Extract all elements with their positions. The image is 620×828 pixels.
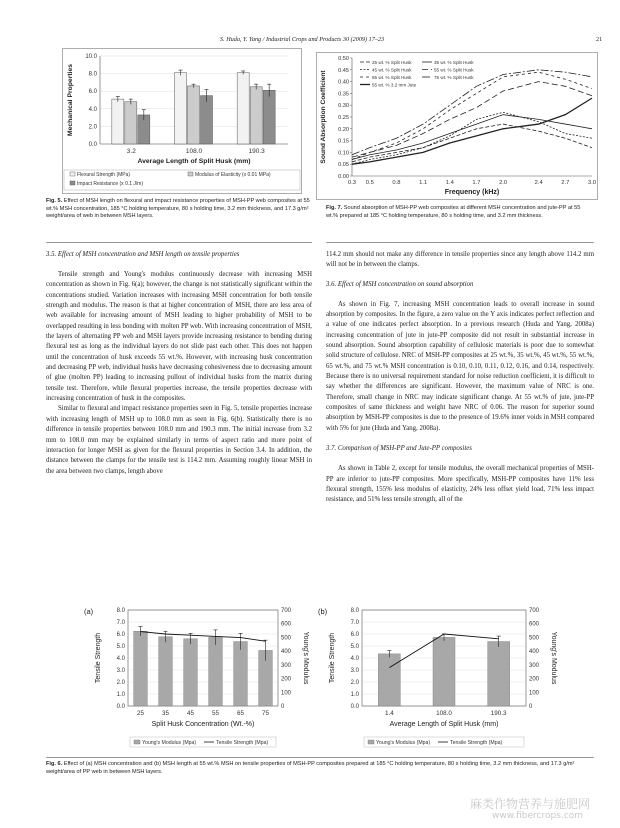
fig5-y-tick-label: 4.0 — [88, 106, 97, 113]
fig6a-x-tick-label: 55 — [211, 710, 220, 717]
fig6a-bar — [209, 637, 223, 706]
fig5-bar — [125, 102, 137, 144]
fig6b-x-axis-label: Average Length of Split Husk (mm) — [389, 721, 499, 728]
fig7-x-tick-label: 1.4 — [445, 180, 454, 186]
fig6a-x-tick-label: 45 — [186, 710, 195, 717]
fig7-y-tick-label: 0.05 — [338, 162, 349, 169]
section-3-5-paragraph-2: Similar to flexural and impact resistance properties seen in Fig. 5, tensile properties increase with increasing length of MSH up to 108.0 mm as seen in Fig. 6(b). Statistically there is no difference in tensile properties between 108.0 mm and 190.3 mm. The initial increase from 3.2 mm to 108.0 mm may be explained similarly in terms of aspect ratio and more point of interaction for longer MSH as given for the flexural properties in Section 3.4. In addition, the distance between the clamps for the tensile test is 114.2 mm. Assuming roughly linear MSH in the area between two clamps, length above — [46, 405, 312, 475]
fig6b-y2-tick-label: 600 — [529, 621, 540, 628]
fig6b-y-tick-label: 0.0 — [350, 704, 359, 710]
section-3-5-paragraph-1: Tensile strength and Young's modulus continuously decrease with increasing MSH concentration as shown in Fig. 6(a); however, the change is not statistically significant within the concentrations studied. Variation increases with increasing MSH concentration for both tensile strength and modulus. The reason is that at higher concentration of MSH, there are less area of web available for increasing amount of MSH leading to higher probability of MSH to be overlapped resulting in less bonding with molten PP web. With increasing concentration of MSH, the layers of alternating PP web and MSH layers provide increasing resistance to bending during flexural test as long as the individual layers do not slide past each other. This does not happen until the concentration of husk exceeds 55 wt.%. However, with increasing husk concentration and decreasing PP web, individual husks have decreasing cohesiveness due to decreasing amount of glue (molten PP) leading to increasing pullout of individual husks from the matrix during tensile test. Therefore, while flexural properties increase, the tensile properties decrease with increasing concentration of husk in the composites. — [46, 271, 312, 403]
fig5-y-tick-label: 2.0 — [88, 124, 97, 131]
fig6b-y2-tick-label: 400 — [529, 649, 540, 656]
left-column — [46, 250, 312, 477]
fig6a-x-tick-label: 25 — [136, 710, 145, 717]
fig5-legend-swatch — [70, 172, 75, 176]
fig6a-y-tick-label: 3.0 — [116, 668, 125, 674]
fig6a-y-tick-label: 6.0 — [116, 632, 125, 638]
fig6a-y2-tick-label: 600 — [281, 621, 292, 628]
fig6b-y-tick-label: 1.0 — [350, 692, 359, 698]
fig6b-x-tick-label: 1.4 — [384, 710, 394, 717]
fig7-legend-label: 65 wt. % Split Husk — [372, 75, 412, 80]
fig6b-y-tick-label: 5.0 — [350, 644, 359, 650]
fig7-x-tick-label: 1.7 — [472, 180, 481, 186]
fig5-y-tick-label: 6.0 — [88, 89, 97, 96]
fig6a-x-tick-label: 65 — [236, 710, 245, 717]
fig6b-bar — [433, 637, 455, 706]
fig6a-y-tick-label: 8.0 — [116, 608, 125, 614]
fig5-chart — [62, 48, 302, 194]
fig6a-x-axis-label: Split Husk Concentration (Wt.-%) — [151, 721, 255, 728]
fig6a-y2-tick-label: 400 — [281, 649, 292, 656]
fig7-chart — [316, 52, 598, 200]
fig6a-y-tick-label: 2.0 — [116, 680, 125, 686]
fig6b-panel-label: (b) — [318, 607, 328, 616]
fig6b-y-tick-label: 6.0 — [350, 632, 359, 638]
section-3-6-paragraph: As shown in Fig. 7, increasing MSH concentration leads to overall increase in sound absorption by composites. In the figure, a zero value on the Y axis indicates perfect reflection and a value of one indicates perfect absorption. In a previous research (Huda and Yang, 2008a) increasing concentration of jute in jute-PP composite did not result in substantial increase in sound absorption. Sound absorption capability of cellulosic materials is poor due to somewhat solid structure of cellulose. NRC of MSH-PP composites at 25 wt.%, 35 wt.%, 45 wt.%, 55 wt.%, 65 wt.%, and 75 wt.% MSH concentration is 0.10, 0.10, 0.11, 0.12, 0.16, and 0.14, respectively. Because there is no universal requirement standard for noise reduction coefficient, it is difficult to say whether the differences are significant. However, the maximum value of NRC is one. Therefore, small change in NRC may indicate significant change. At 55 wt.% of jute, jute-PP composites of same thickness and weight have NRC of 0.06. The reason for superior sound absorption by MSH-PP composites is due to the presence of 19.6% inner voids in MSH compared with 5% for jute (Huda and Yang, 2008a). — [326, 300, 594, 432]
fig6b-chart — [300, 602, 564, 754]
fig6-caption — [46, 761, 594, 776]
fig6b-y2-axis-label: Young's Modulus — [550, 631, 557, 685]
fig6b-bar — [378, 654, 400, 706]
fig6a-y-axis-label: Tensile Strength — [95, 632, 102, 684]
fig6a-y2-axis-label: Young's Modulus — [302, 631, 309, 685]
fig5-x-tick-label: 3.2 — [126, 148, 136, 155]
fig7-x-tick-label: 0.3 — [347, 180, 357, 186]
section-3-5-title: 3.5. Effect of MSH concentration and MSH length on tensile properties — [46, 251, 240, 258]
fig5-legend-label: Modulus of Elasticity (x 0.01 MPa) — [195, 172, 271, 178]
fig6b-x-tick-label: 190.3 — [490, 710, 507, 717]
fig6b-y2-tick-label: 100 — [529, 690, 540, 697]
section-3-7-paragraph: As shown in Table 2, except for tensile modulus, the overall mechanical properties of MSH-PP are inferior to jute-PP composites. More specifically, MSH-PP composites have 11% less flexural strength, 155% less modulus of elasticity, 24% less offset yield load, 71% less impact resistance, and 51% less tensile strength, all of the — [326, 465, 594, 504]
fig7-x-tick-label: 0.5 — [365, 180, 374, 186]
fig6b-x-tick-label: 108.0 — [436, 710, 452, 717]
fig6b-bar — [488, 642, 510, 706]
fig5-y-tick-label: 10.0 — [85, 54, 97, 60]
fig5-legend-label: Flexural Strength (MPa) — [77, 172, 131, 178]
fig5-bar — [250, 87, 262, 144]
fig6a-bar — [234, 642, 248, 706]
fig6a-y2-tick-label: 0 — [281, 704, 285, 710]
fig6a-y2-tick-label: 700 — [281, 608, 292, 614]
fig6a-y-tick-label: 4.0 — [116, 656, 125, 662]
fig6b-y2-tick-label: 200 — [529, 676, 540, 683]
fig7-caption — [326, 205, 594, 220]
fig7-legend-label: 55 wt. % 3.2 mm Jute — [372, 82, 417, 88]
fig7-y-tick-label: 0.00 — [338, 174, 349, 180]
fig6b-y2-tick-label: 500 — [529, 635, 540, 642]
fig7-y-tick-label: 0.45 — [338, 67, 349, 74]
fig7-legend-label: 75 wt. % Split Husk — [434, 75, 474, 80]
fig6a-y2-tick-label: 500 — [281, 635, 292, 642]
fig6a-bar — [134, 631, 148, 706]
fig6b-y-axis-label: Tensile Strength — [329, 632, 336, 684]
fig7-legend-label: 45 wt. % Split Husk — [372, 67, 412, 73]
watermark-text: 麻类作物营养与施肥网 — [470, 797, 591, 811]
watermark-url: www.fibercrops.com — [492, 811, 583, 821]
fig5-legend-swatch — [188, 172, 193, 176]
right-column-paragraph-0: 114.2 mm should not make any difference in tensile properties since any length above 114.2 mm will not be in between the clamps. — [326, 251, 594, 269]
fig7-y-tick-label: 0.30 — [338, 103, 349, 110]
fig5-bar — [188, 86, 200, 144]
fig5-x-axis-label: Average Length of Split Husk (mm) — [137, 158, 251, 165]
fig5-y-axis-label: Mechanical Properties — [67, 63, 74, 137]
fig6b-legend-label: Young's Modulus (Mpa) — [376, 740, 431, 746]
fig6a-x-tick-label: 75 — [261, 710, 270, 717]
fig6a-y-tick-label: 0.0 — [116, 704, 125, 710]
fig7-y-axis-label: Sound Absorption Coefficient — [320, 70, 327, 164]
fig7-x-tick-label: 2.4 — [534, 180, 543, 186]
fig6b-y2-tick-label: 0 — [529, 704, 533, 710]
fig5-x-tick-label: 190.3 — [248, 148, 265, 155]
fig5-caption — [46, 198, 312, 221]
fig6a-panel-label: (a) — [84, 607, 94, 616]
fig6a-y2-tick-label: 300 — [281, 662, 292, 669]
fig6b-y2-tick-label: 700 — [529, 608, 540, 614]
fig6a-chart — [86, 602, 324, 754]
fig6a-legend-swatch — [134, 740, 140, 744]
fig6a-legend-label: Tensile Strength (Mpa) — [216, 740, 269, 746]
fig6a-bar — [184, 639, 198, 706]
fig5-y-tick-label: 8.0 — [88, 71, 97, 78]
fig7-legend-label: 35 wt. % Split Husk — [434, 60, 474, 65]
fig6-caption-text: Effect of (a) MSH concentration and (b) MSH length at 55 wt.% MSH on tensile properties of MSH-PP composites prepared at 185 °C holding temperature, 80 s holding time, 3.2 mm thickness, and 17.3 g/m² weight/area of PP web in between MSH layers. — [46, 761, 575, 775]
fig7-x-tick-label: 0.8 — [392, 180, 401, 186]
fig7-x-tick-label: 3.0 — [587, 180, 597, 186]
fig6a-x-tick-label: 35 — [161, 710, 170, 717]
fig6b-y-tick-label: 4.0 — [350, 656, 359, 662]
fig7-y-tick-label: 0.20 — [338, 126, 349, 133]
journal-citation: S. Huda, Y. Yang / Industrial Crops and Products 30 (2009) 17–23 — [220, 36, 385, 43]
fig5-legend-label: Impact Resistance (x 0.1 J/m) — [77, 181, 144, 187]
fig7-x-axis-label: Frequency (kHz) — [444, 189, 500, 196]
right-column — [326, 250, 594, 506]
fig7-y-tick-label: 0.15 — [338, 138, 349, 145]
fig6-caption-label: Fig. 6. — [46, 761, 63, 767]
fig5-bar — [263, 90, 275, 144]
fig7-x-tick-label: 2.0 — [499, 180, 508, 186]
fig6a-y-tick-label: 1.0 — [116, 692, 125, 698]
page-number: 21 — [596, 36, 603, 43]
fig7-y-tick-label: 0.35 — [338, 91, 349, 98]
fig7-y-tick-label: 0.40 — [338, 79, 349, 86]
fig6a-y2-tick-label: 200 — [281, 676, 292, 683]
fig6a-y-tick-label: 7.0 — [116, 620, 125, 626]
fig6b-y-tick-label: 2.0 — [350, 680, 359, 686]
fig7-x-tick-label: 2.7 — [561, 180, 570, 186]
fig7-caption-label: Fig. 7. — [326, 205, 343, 211]
section-3-7-title: 3.7. Comparison of MSH-PP and Jute-PP composites — [326, 445, 472, 453]
fig6b-legend-label: Tensile Strength (Mpa) — [450, 740, 503, 746]
fig5-bar — [201, 96, 213, 144]
fig6b-y-tick-label: 3.0 — [350, 668, 359, 674]
fig6a-legend-label: Young's Modulus (Mpa) — [142, 740, 197, 746]
fig7-legend-label: 55 wt. % Split Husk — [434, 67, 474, 73]
fig6a-bar — [159, 637, 173, 706]
fig7-y-tick-label: 0.10 — [338, 150, 349, 157]
fig5-caption-text: Effect of MSH length on flexural and impact resistance properties of MSH-PP web composites at 55 wt.% MSH concentration, 185 °C holding temperature, 80 s holding time, 3.2 mm thickness, and 17.3 g/m² weight/area of web in between MSH layers. — [46, 198, 310, 220]
fig7-caption-text: Sound absorption of MSH-PP web composites at different MSH concentration and jute-PP at 55 wt.% prepared at 185 °C holding temperature, 80 s holding time, and 3.2 mm thickness. — [326, 205, 581, 219]
fig6a-y2-tick-label: 100 — [281, 690, 292, 697]
fig7-y-tick-label: 0.25 — [338, 115, 349, 121]
fig7-x-tick-label: 1.1 — [419, 180, 428, 186]
fig5-bar — [237, 73, 249, 144]
fig6b-legend-swatch — [368, 740, 374, 744]
fig5-legend-swatch — [70, 181, 75, 185]
fig5-x-tick-label: 108.0 — [185, 148, 203, 155]
fig6a-y-tick-label: 5.0 — [116, 644, 125, 650]
fig5-y-tick-label: 0.0 — [88, 142, 97, 148]
fig6b-y-tick-label: 8.0 — [350, 608, 359, 614]
fig5-caption-label: Fig. 5. — [46, 198, 63, 204]
fig5-bar — [175, 73, 187, 144]
fig7-y-tick-label: 0.50 — [338, 56, 349, 62]
section-3-6-title: 3.6. Effect of MSH concentration on sound absorption — [326, 280, 474, 288]
fig6b-y-tick-label: 7.0 — [350, 620, 359, 626]
fig7-legend-label: 25 wt. % Split Husk — [372, 60, 412, 65]
fig5-bar — [112, 99, 124, 144]
fig6b-y2-tick-label: 300 — [529, 662, 540, 669]
